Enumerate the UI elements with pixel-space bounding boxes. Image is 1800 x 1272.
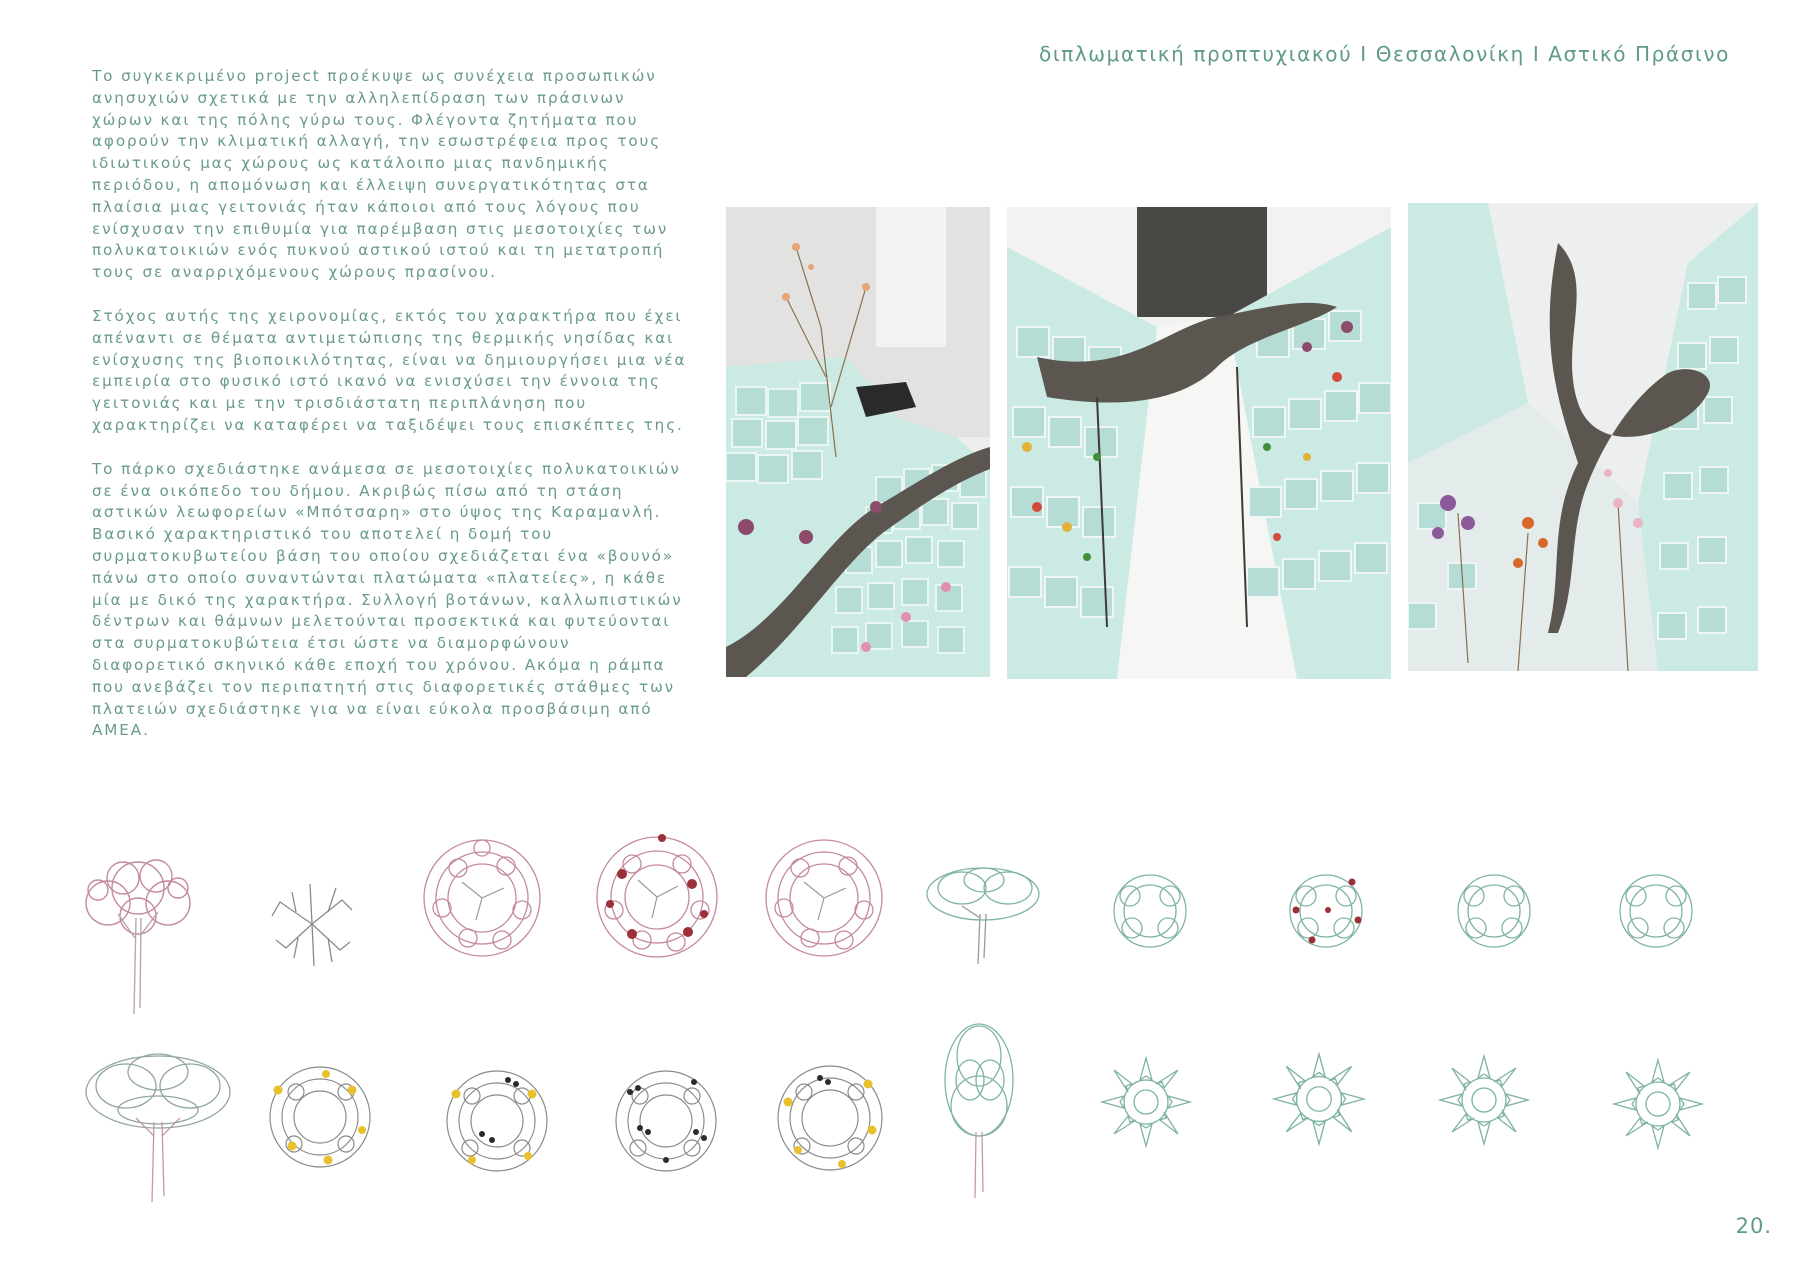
mint-shrub-red-flowers-plan-icon <box>1282 870 1370 952</box>
gray-canopy-yellow-flowers-plan-icon <box>266 1060 374 1174</box>
pink-canopy-red-flowers-plan-icon <box>592 824 722 970</box>
gray-canopy-yellow-flowers-plan-icon <box>772 1060 888 1176</box>
model-photo-1 <box>726 207 990 677</box>
mint-star-shrub-plan-icon <box>1436 1052 1532 1148</box>
mint-shrub-plan-icon <box>1612 870 1700 952</box>
project-description <box>92 66 692 764</box>
mint-star-shrub-plan-icon <box>1270 1050 1368 1148</box>
gray-canopy-yellow-flowers-plan-icon <box>442 1064 552 1178</box>
gray-green-tree-elevation-icon <box>80 1046 236 1204</box>
mint-shrub-plan-icon <box>1450 870 1538 952</box>
pink-tree-elevation-icon <box>78 848 198 1016</box>
mint-star-shrub-plan-icon <box>1610 1056 1706 1152</box>
paragraph-goal: Στόχος αυτής της χειρονομίας, εκτός του χαρακτήρα που έχει απέναντι σε θέματα αντιμετώπισης της θερμικής νησίδας και ενίσχυσης της βιοποικιλότητας, είναι να δημιουργήσει μια νέα εμπειρία στο φυσικό ιστό ικανό να ενισχύσει την έννοια της γειτονιάς και με την τρισδιάστατη περιπλάνηση που χαρακτηρίζει να καταφέρει να ταξιδέψει τους επισκέπτες της. <box>92 306 687 434</box>
mint-tree-elevation-icon <box>922 858 1044 966</box>
narrow-tree-elevation-icon <box>940 1020 1018 1200</box>
pink-canopy-plan-icon <box>760 828 888 968</box>
mint-shrub-plan-icon <box>1106 870 1194 952</box>
mint-star-shrub-plan-icon <box>1098 1054 1194 1150</box>
paragraph-park: Το πάρκο σχεδιάστηκε ανάμεσα σε μεσοτοιχίες πολυκατοικιών σε ένα οικόπεδο του δήμου. Ακριβώς πίσω από τη στάση αστικών λεωφορείων «Μπότσαρη» στο ύψος της Καραμανλή. Βασικό χαρακτηριστικό του αποτελεί η δομή του συρματοκυβωτείου βάση του οποίου σχεδιάζεται ένα «βουνό» πάνω στο οποίο συναντώνται πλατώματα «πλατείες», η κάθε μία με δικό της χαρακτήρα. Συλλογή βοτάνων, καλλωπιστικών δέντρων και θάμνων μελετούνται προσεκτικά και φυτεύονται στα συρματοκυβώτεια έτσι ώστε να διαμορφώνουν διαφορετικό σκηνικό κάθε εποχή του χρόνου. Ακόμα η ράμπα που ανεβάζει τον περιπατητή στις διαφορετικές στάθμες των πλατειών σχεδιάστηκε για να είναι εύκολα προσβάσιμη από ΑΜΕΑ. <box>92 459 683 740</box>
page-header: διπλωματική προπτυχιακού Ι Θεσσαλονίκη Ι Αστικό Πράσινο <box>1039 42 1730 66</box>
paragraph-intro: Το συγκεκριμένο project προέκυψε ως συνέχεια προσωπικών ανησυχιών σχετικά με την αλληλεπίδραση των πράσινων χώρων και της πόλης γύρω τους. Φλέγοντα ζητήματα που αφορούν την κλιματική αλλαγή, την εσωστρέφεια προς τους ιδιωτικούς μας χώρους ως κατάλοιπο μιας πανδημικής περιόδου, η απομόνωση και έλλειψη συνεργατικότητας στα πλαίσια μιας γειτονιάς ήταν κάποιοι από τους λόγους που ενίσχυσαν την επιθυμία για παρέμβαση στις μεσοτοιχίες των πολυκατοικιών ενός πυκνού αστικού ιστού και τη μετατροπή τους σε αναρριχόμενους χώρους πρασίνου. <box>92 67 669 282</box>
page-number: 20. <box>1735 1214 1772 1238</box>
pink-canopy-plan-icon <box>418 828 546 968</box>
model-photo-3 <box>1408 203 1758 671</box>
bare-branches-plan-icon <box>266 876 358 972</box>
gray-canopy-dark-berries-plan-icon <box>610 1064 722 1178</box>
model-photo-2 <box>1007 207 1391 679</box>
